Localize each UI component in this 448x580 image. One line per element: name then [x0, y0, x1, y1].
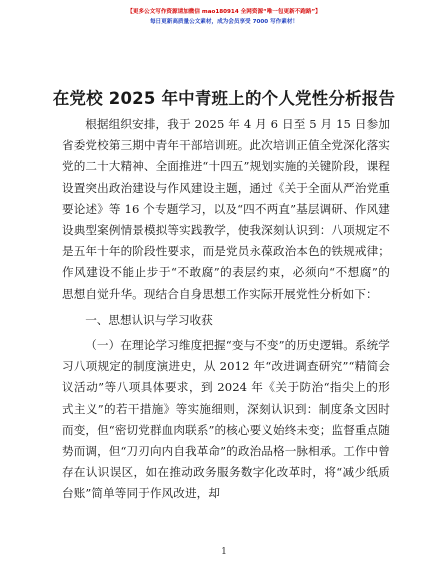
section-paragraph: （一）在理论学习维度把握“变与不变”的历史逻辑。系统学习八项规定的制度演进史，从 2012 年“改进调查研究”“精简会议活动”等八项具体要求，到 2024 年《关于防治“指尖上的形式主义”的若干措施》等实施细则，深刻认识到：制度条文因时而变，但“密切党群血肉联系”的核心要义始终未变；监督重点随势而调，但“刀刃向内自我革命”的政治品格一脉相承。工作中曾存在认识误区，如在推动政务服务数字化改革时，将“减少纸质台账”简单等同于作风改进，却	[62, 338, 390, 501]
section-heading: 一、思想认识与学习收获	[85, 312, 213, 327]
banner-promo-line: 【更多公文写作资源请加微信 mao180914 全网资源“唯一包更新不跑路”】	[127, 9, 321, 15]
banner-membership-line: 每日更新高质量公文素材，成为会员享受 7000 写作素材！	[149, 19, 299, 25]
intro-paragraph: 根据组织安排，我于 2025 年 4 月 6 日至 5 月 15 日参加省委党校第三期中青年干部培训班。此次培训正值全党深化落实党的二十大精神、全面推进“十四五”规划实施的关键阶段，课程设置突出政治建设与作风建设主题，通过《关于全面从严治党重要论述》等 16 个专题学习，以及“四不两直”基层调研、作风建设典型案例情景模拟等实践教学，使我深刻认识到：八项规定不是五年十年的阶段性要求，而是党员永葆政治本色的铁规戒律；作风建设不能止步于“不敢腐”的表层约束，必须向“不想腐”的思想自觉升华。现结合自身思想工作实际开展党性分析如下：	[62, 117, 390, 301]
document-body	[62, 114, 390, 505]
document-title: 在党校 2025 年中青班上的个人党性分析报告	[52, 89, 396, 108]
header-banner	[0, 8, 448, 27]
page-number: 1	[221, 547, 227, 557]
